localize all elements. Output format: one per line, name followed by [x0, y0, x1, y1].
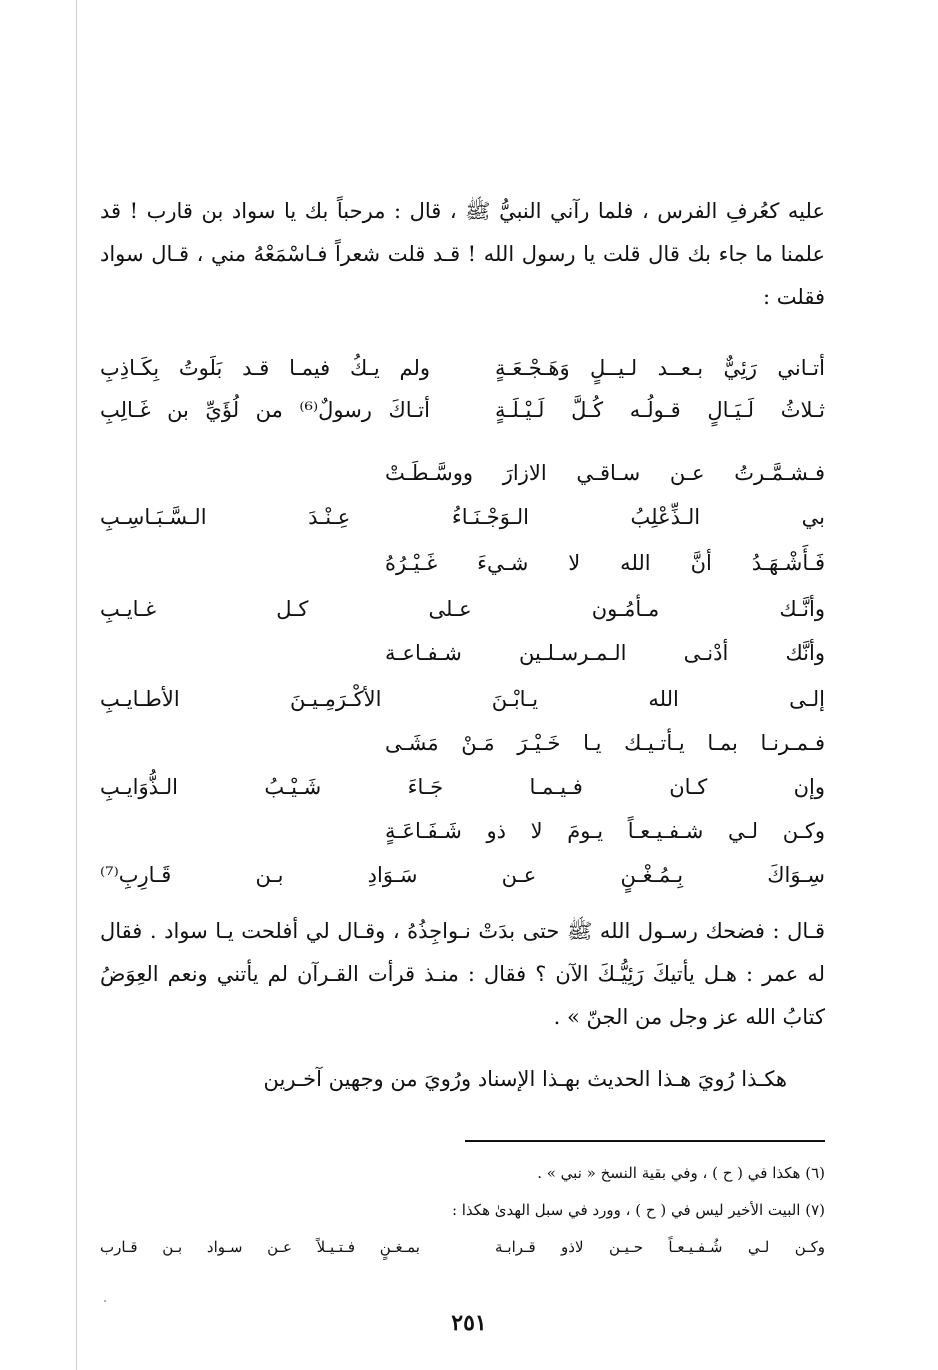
page-speck — [104, 1300, 106, 1302]
binding-line — [76, 0, 77, 1370]
couplet-1-ajuz: ولم يـكُ فيمـا قـد بَلَوتُ بِكَـاذِبِ — [100, 356, 430, 380]
footnote-7-verse-ajuz: بمـغـنٍ فـتـيـلاً عـن سـواد بـن قـارب — [100, 1238, 420, 1256]
footnote-7-verse — [100, 1232, 825, 1262]
couplet-2-sadr: ثـلاثُ لَـيَـالٍ قـولُـه كُـلَّ لَـيْـلَـةٍ — [495, 398, 825, 422]
verse-line-4: وأنَّـك مـأمُـون عـلى كـل غـايـبِ — [100, 597, 825, 621]
footnote-7-verse-sadr: وكـن لـي شُـفـيـعـاً حـيـن لاذو قـرابـة — [495, 1238, 825, 1256]
verse-line-5: وأنَّك أدْنـى الـمـرسـلـين شـفـاعـة — [385, 641, 825, 665]
footnote-6: (٦) هكذا في ( ح ) ، وفي بقية النسخ « نبي » . — [537, 1164, 825, 1182]
paragraph-1: عليه كعُرفِ الفرس ، فلما رآني النبيُّ ﷺ ، قال : مرحباً بك يا سواد بن قارب ! قد علمنا ما جاء بك قال قلت يا رسول الله ! قـد قلت شعراً فـاسْمَعْهُ مني ، قـال سواد فقلت : — [100, 199, 825, 309]
page-number: ٢٥١ — [451, 1310, 487, 1336]
verse-line-8: وإن كـان فـيـمـا جَـاءَ شَـيْـبُ الـذُّوَايـبِ — [100, 775, 825, 799]
couplet-1-sadr: أتـاني رَئِيٌّ بـعــد لـيــلٍ وَهَـجْـعَـةٍ — [495, 356, 825, 380]
footnote-separator — [465, 1140, 825, 1142]
verse-line-7: فـمـرنـا بمـا يـأتـيـك يـا خَـيْـرَ مَـنْ مَشَـى — [385, 731, 825, 755]
verse-line-10: سِـوَاكَ بِـمُـغْـنٍ عـن سَـوَادِ بـن قَـارِبِ⁽⁷⁾ — [100, 863, 825, 887]
couplet-2 — [100, 390, 825, 430]
paragraph-2: قـال : فضحك رسـول الله ﷺ حتى بدَتْ نـواجِذُهُ ، وقـال لي أفلحت يـا سواد . فقال له عمر : هـل يأتيكَ رَئِيُّـكَ الآن ؟ فقال : منـذ قرأت القـرآن لم يأتني ونعم العِوَضُ كتابُ الله عز وجل من الجنّ » . — [100, 919, 825, 1029]
footnote-7: (٧) البيت الأخير ليس في ( ح ) ، وورد في سبل الهدىٰ هكذا : — [451, 1201, 825, 1219]
verse-line-1: فـشـمَّـرتُ عـن سـاقـي الازارَ ووسَّـطَـتْ — [385, 461, 825, 485]
verse-line-3: فَـأَشْـهَـدُ أنَّ الله لا شـيءَ غَـيْـرُهُ — [385, 551, 825, 575]
couplet-2-ajuz: أتـاكَ رسولٌ⁽⁶⁾ من لُؤَيِّ بن غَـالِبِ — [100, 398, 430, 422]
verse-line-6: إلـى الله يـابْـنَ الأكْـرَمِـيـنَ الأطـايـبِ — [100, 687, 825, 711]
verse-line-2: بي الـذِّعْلِبُ الـوَجْـنَـاءُ عِـنْـدَ الـسَّـبَـاسِـبِ — [100, 505, 825, 529]
couplet-1 — [100, 348, 825, 388]
paragraph-3: هكـذا رُويَ هـذا الحديث بهـذا الإسناد ورُويَ من وجهين آخـرين — [263, 1067, 787, 1091]
verse-line-9: وكـن لـي شـفـيـعـاً يـومَ لا ذو شَـفَـاعَـةٍ — [385, 819, 825, 843]
